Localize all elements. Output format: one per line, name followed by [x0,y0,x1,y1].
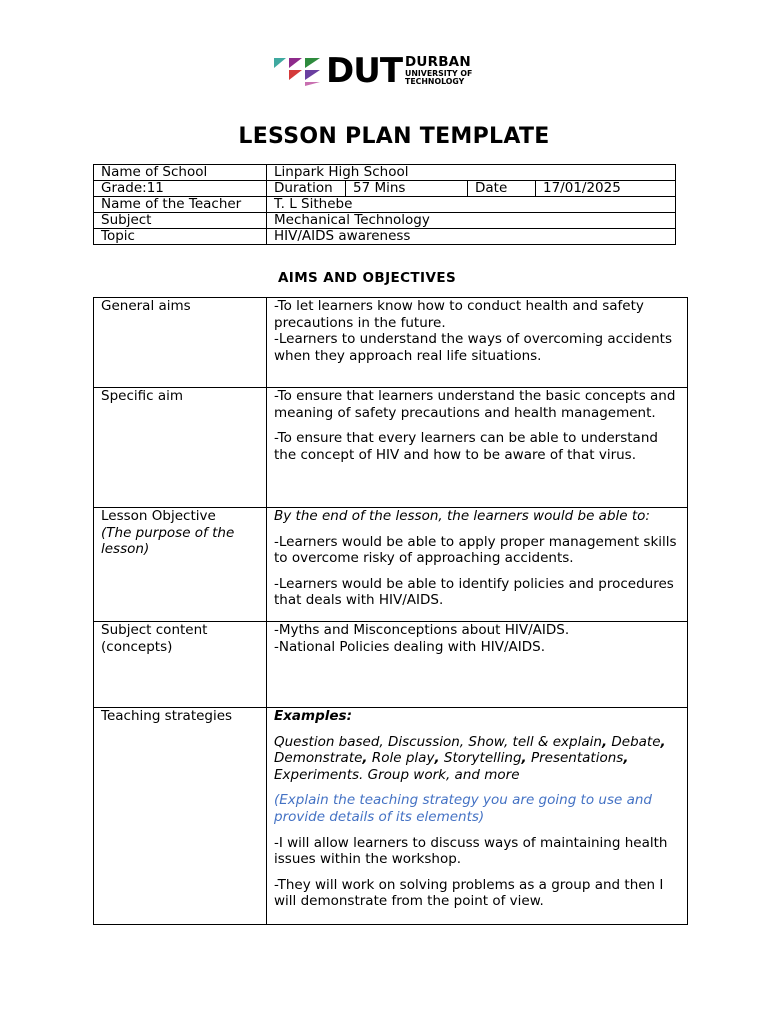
strategy-item: Role play [371,750,435,767]
specific-aim-1: -To ensure that learners understand the basic concepts and meaning of safety precautions and health management. [274,388,676,421]
strategies-list [274,734,680,784]
aims-table [93,297,688,925]
info-row-teacher [94,197,676,213]
dut-logo [272,51,473,91]
strategy-item: Debate [611,733,661,750]
aims-row-specific [94,388,688,508]
logo-line-2: UNIVERSITY OF [405,68,473,78]
logo-text [405,56,472,85]
objective-cell [267,508,688,622]
specific-aim-2: -To ensure that every learners can be able to understand the concept of HIV and how to be aware of that virus. [274,430,658,463]
school-label: Name of School [94,165,267,181]
info-row-school [94,165,676,181]
aims-heading: AIMS AND OBJECTIVES [277,270,457,286]
specific-aim-cell [267,388,688,508]
content-label: Subject content (concepts) [94,622,267,708]
topic-value: HIV/AIDS awareness [267,229,676,245]
list-separator: , [362,750,368,767]
objective-label: Lesson Objective [101,508,216,524]
general-aim-2: -Learners to understand the ways of overcoming accidents when they approach real life situations. [274,331,672,364]
strategy-item: Experiments. Group work, and more [274,766,520,783]
specific-aim-label: Specific aim [94,388,267,508]
aims-row-strategies [94,708,688,925]
strategy-item: Storytelling [443,750,522,767]
objective-1: -Learners would be able to apply proper management skills to overcome risky of approaching accidents. [274,533,677,567]
aims-row-general [94,298,688,388]
info-table [93,164,676,245]
teacher-value: T. L Sithebe [267,197,676,213]
strategies-cell [267,708,688,925]
list-separator: , [660,733,666,750]
objective-intro: By the end of the lesson, the learners would be able to: [274,508,650,524]
logo-mark: DUT [326,51,403,91]
logo-line-3: TECHNOLOGY [405,76,465,86]
date-label: Date [468,181,536,197]
general-aim-1: -To let learners know how to conduct health and safety precautions in the future. [274,298,644,331]
list-separator: , [623,750,629,767]
list-separator: , [601,733,608,750]
strategies-1: -I will allow learners to discuss ways of maintaining health issues within the workshop. [274,834,668,868]
school-value: Linpark High School [267,165,676,181]
strategy-item: Question based, Discussion, Show, tell & explain [274,733,602,750]
content-1: -Myths and Misconceptions about HIV/AIDS. [274,622,570,638]
list-separator: , [521,750,527,767]
date-value: 17/01/2025 [536,181,676,197]
teacher-label: Name of the Teacher [94,197,267,213]
subject-label: Subject [94,213,267,229]
topic-label: Topic [94,229,267,245]
subject-value: Mechanical Technology [267,213,676,229]
content-2: -National Policies dealing with HIV/AIDS. [274,638,546,655]
general-aims-label: General aims [94,298,267,388]
strategies-examples: Examples: [274,708,352,724]
list-separator: , [434,750,440,767]
objective-2: -Learners would be able to identify policies and procedures that deals with HIV/AIDS. [274,575,674,609]
strategy-item: Demonstrate [274,750,363,767]
page-title: LESSON PLAN TEMPLATE [238,124,550,149]
objective-label-cell [94,508,267,622]
objective-sublabel: (The purpose of the lesson) [101,524,235,558]
duration-value: 57 Mins [346,181,468,197]
grade-label: Grade:11 [94,181,267,197]
general-aims-cell [267,298,688,388]
strategy-item: Presentations [530,750,624,767]
duration-label: Duration [267,181,346,197]
strategies-2: -They will work on solving problems as a group and then I will demonstrate from the point of view. [274,876,664,910]
strategies-note: (Explain the teaching strategy you are going to use and provide details of its elements) [274,792,652,825]
strategies-label: Teaching strategies [94,708,267,925]
aims-row-content [94,622,688,708]
dut-triangles-icon [272,56,324,86]
logo-line-1: DURBAN [405,54,471,71]
info-row-grade [94,181,676,197]
info-row-topic [94,229,676,245]
info-row-subject [94,213,676,229]
aims-row-objective [94,508,688,622]
content-cell [267,622,688,708]
